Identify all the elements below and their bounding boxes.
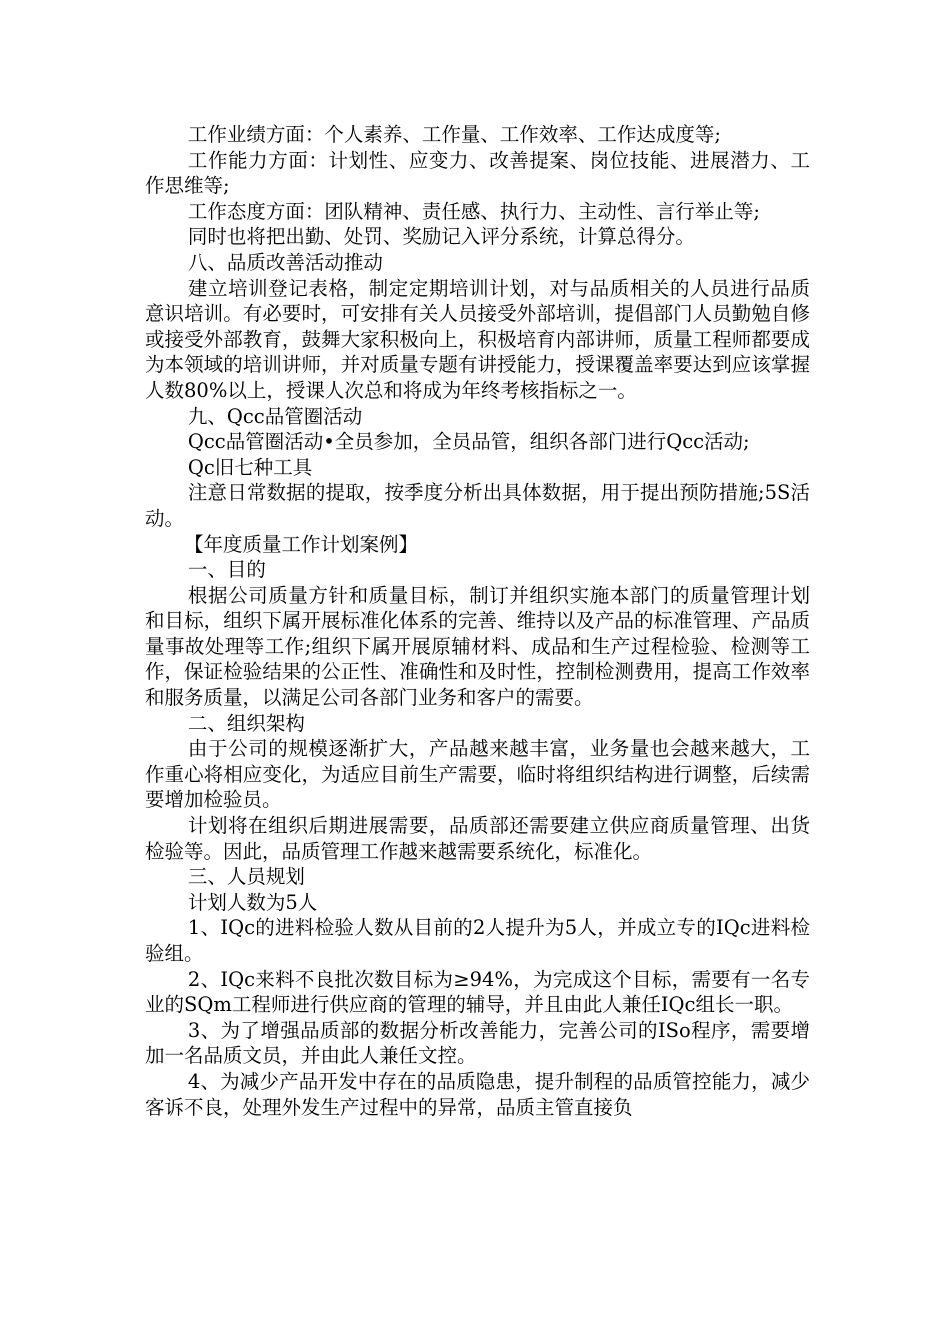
section-heading-8: 八、品质改善活动推动 bbox=[187, 250, 383, 274]
paragraph-org-1: 由于公司的规模逐渐扩大，产品越来越丰富，业务量也会越来越大，工作重心将相应变化，为适应目前生产需要，临时将组织结构进行调整，后续需要增加检验员。 bbox=[145, 737, 810, 812]
paragraph-scoring: 同时也将把出勤、处罚、奖励记入评分系统，计算总得分。 bbox=[187, 225, 695, 249]
paragraph-qc-tools: Qc旧七种工具 bbox=[187, 455, 313, 479]
section-heading-1: 一、目的 bbox=[187, 558, 266, 582]
paragraph-training: 建立培训登记表格，制定定期培训计划，对与品质相关的人员进行品质意识培训。有必要时，可安排有关人员接受外部培训，提倡部门人员勤勉自修或接受外部教育，鼓舞大家积极向上，积极培育内部讲师，质量工程师都要成为本领域的培训讲师，并对质量专题有讲授能力，授课覆盖率要达到应该掌握人数80%以上，授课人次总和将成为年终考核指标之一。 bbox=[145, 276, 810, 402]
section-heading-9: 九、Qcc品管圈活动 bbox=[187, 404, 363, 428]
section-heading-2: 二、组织架构 bbox=[187, 711, 305, 735]
section-heading-3: 三、人员规划 bbox=[187, 865, 305, 889]
list-item-1: 1、IQc的进料检验人数从目前的2人提升为5人，并成立专的IQc进料检验组。 bbox=[145, 916, 810, 965]
paragraph-qcc: Qcc品管圈活动•全员参加，全员品管，组织各部门进行Qcc活动; bbox=[187, 430, 750, 454]
list-item-4: 4、为减少产品开发中存在的品质隐患，提升制程的品质管控能力，减少客诉不良，处理外发生产过程中的异常，品质主管直接负 bbox=[145, 1069, 810, 1119]
list-item-2: 2、IQc来料不良批次数目标为≥94%，为完成这个目标，需要有一名专业的SQm工程师进行供应商的管理的辅导，并且由此人兼任IQc组长一职。 bbox=[145, 967, 810, 1017]
paragraph-ability: 工作能力方面：计划性、应变力、改善提案、岗位技能、进展潜力、工作思维等; bbox=[145, 148, 810, 198]
paragraph-headcount: 计划人数为5人 bbox=[187, 890, 318, 914]
paragraph-org-2: 计划将在组织后期进展需要，品质部还需要建立供应商质量管理、出货检验等。因此，品质管理工作越来越需要系统化，标准化。 bbox=[145, 814, 810, 863]
list-item-3: 3、为了增强品质部的数据分析改善能力，完善公司的ISo程序，需要增加一名品质文员，并由此人兼任文控。 bbox=[145, 1018, 810, 1068]
document-body bbox=[145, 122, 810, 1120]
case-title: 【年度质量工作计划案例】 bbox=[184, 532, 419, 556]
paragraph-purpose: 根据公司质量方针和质量目标，制订并组织实施本部门的质量管理计划和目标，组织下属开展标准化体系的完善、维持以及产品的标准管理、产品质量事故处理等工作;组织下属开展原辅材料、成品和生产过程检验、检测等工作，保证检验结果的公正性、准确性和及时性，控制检测费用，提高工作效率和服务质量，以满足公司各部门业务和客户的需要。 bbox=[145, 583, 810, 710]
paragraph-performance: 工作业绩方面：个人素养、工作量、工作效率、工作达成度等; bbox=[187, 123, 721, 146]
paragraph-attitude: 工作态度方面：团队精神、责任感、执行力、主动性、言行举止等; bbox=[187, 199, 760, 223]
paragraph-data: 注意日常数据的提取，按季度分析出具体数据，用于提出预防措施;5S活动。 bbox=[145, 481, 810, 530]
